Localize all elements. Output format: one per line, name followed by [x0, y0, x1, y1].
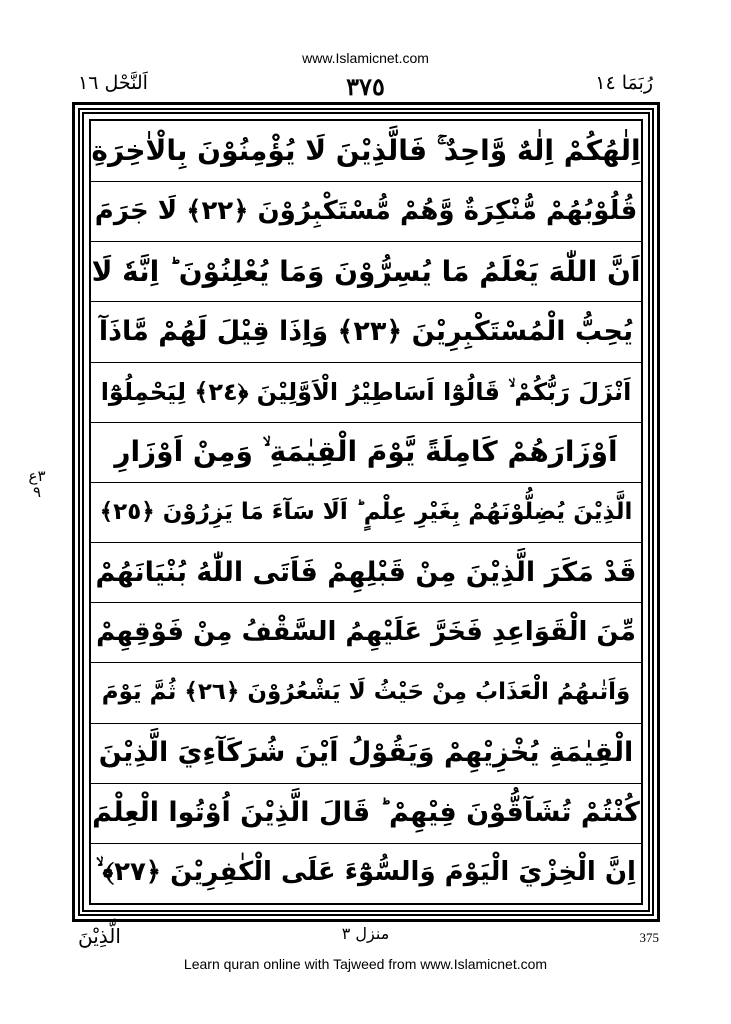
verse-line: اِنَّ الْخِزْيَ الْيَوْمَ وَالسُّوْٓءَ عَلَى الْكٰفِرِيْنَ ﴿٢٧﴾ ۙ — [96, 857, 636, 888]
verse-line: مِّنَ الْقَوَاعِدِ فَخَرَّ عَلَيْهِمُ السَّقْفُ مِنْ فَوْقِهِمْ — [91, 602, 641, 663]
text-area — [89, 119, 643, 905]
page-frame — [72, 102, 660, 922]
verse-line: الَّذِيْنَ يُضِلُّوْنَهُمْ بِغَيْرِ عِلْمٍ ؕ اَلَا سَآءَ مَا يَزِرُوْنَ ﴿٢٥﴾ — [91, 482, 641, 543]
verse-line: اِلٰهُكُمْ اِلٰهٌ وَّاحِدٌ ۚ فَالَّذِيْنَ لَا يُؤْمِنُوْنَ بِالْاٰخِرَةِ — [91, 121, 641, 182]
verse-line: اَوْزَارَهُمْ كَامِلَةً يَّوْمَ الْقِيٰمَةِ ۙ وَمِنْ اَوْزَارِ — [91, 422, 641, 483]
verse-line: الْقِيٰمَةِ يُخْزِيْهِمْ وَيَقُوْلُ اَيْنَ شُرَكَآءِيَ الَّذِيْنَ — [91, 723, 641, 784]
verse-line: اَنَّ اللّٰهَ يَعْلَمُ مَا يُسِرُّوْنَ وَمَا يُعْلِنُوْنَ ؕ اِنَّهٗ لَا — [91, 241, 641, 302]
verse-line: وَاَتٰىهُمُ الْعَذَابُ مِنْ حَيْثُ لَا يَشْعُرُوْنَ ﴿٢٦﴾ ثُمَّ يَوْمَ — [91, 662, 641, 723]
ruku-margin-marker: ٣ع ٩ — [28, 467, 46, 501]
site-url-bottom: Learn quran online with Tajweed from www.Islamicnet.com — [183, 956, 548, 972]
juz-name: رُبَمَا ١٤ — [595, 72, 653, 94]
page-number-arabic: ٣٧٥ — [346, 72, 385, 101]
site-url-top: www.Islamicnet.com — [302, 50, 429, 66]
surah-name: اَلنَّحْل ١٦ — [78, 72, 148, 94]
verse-line: قُلُوْبُهُمْ مُّنْكِرَةٌ وَّهُمْ مُّسْتَكْبِرُوْنَ ﴿٢٢﴾ لَا جَرَمَ — [91, 181, 641, 242]
verse-line: كُنْتُمْ تُشَآقُّوْنَ فِيْهِمْ ؕ قَالَ الَّذِيْنَ اُوْتُوا الْعِلْمَ — [91, 783, 641, 844]
catchword: الَّذِيْنَ — [78, 924, 121, 948]
verse-line: يُحِبُّ الْمُسْتَكْبِرِيْنَ ﴿٢٣﴾ وَاِذَا قِيْلَ لَهُمْ مَّاذَآ — [91, 301, 641, 362]
manzil-label: منزل ٣ — [341, 924, 390, 943]
page-number: 375 — [639, 930, 659, 945]
verse-line: اَنْزَلَ رَبُّكُمْ ۙ قَالُوْٓا اَسَاطِيْرُ الْاَوَّلِيْنَ ﴿٢٤﴾ لِيَحْمِلُوْٓا — [91, 362, 641, 423]
verse-line: قَدْ مَكَرَ الَّذِيْنَ مِنْ قَبْلِهِمْ فَاَتَى اللّٰهُ بُنْيَانَهُمْ — [91, 542, 641, 603]
verse-lines — [91, 121, 641, 903]
